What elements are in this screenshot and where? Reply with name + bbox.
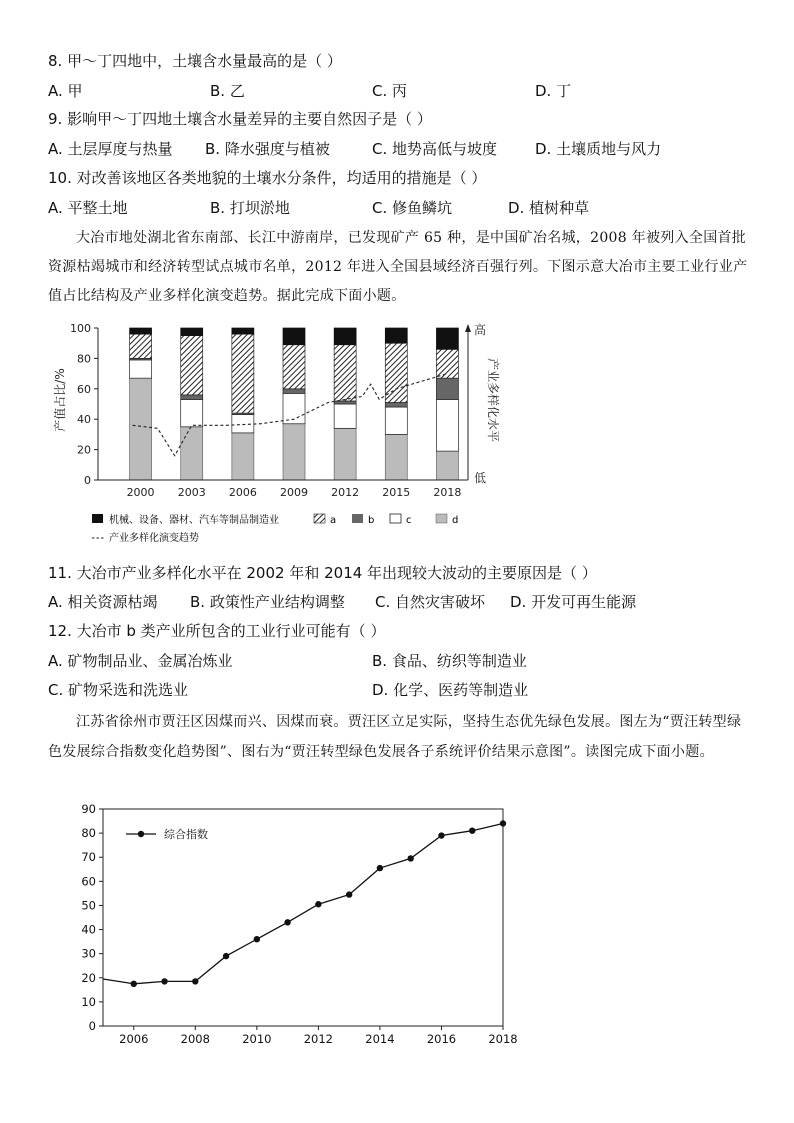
chart2-y-tick-label: 50: [81, 898, 96, 913]
chart2-legend-marker: [138, 831, 144, 837]
chart2-y-tick-label: 40: [81, 922, 96, 937]
q9-option-c[interactable]: C. 地势高低与坡度: [372, 140, 498, 158]
chart2-data-point: [131, 981, 137, 987]
bar-segment-d: [436, 451, 458, 480]
chart1-x-tick-label: 2003: [177, 486, 206, 499]
chart1-right-axis-label: 产业多样化水平: [486, 357, 500, 443]
chart2-y-tick-label: 60: [81, 874, 96, 889]
chart1-y-tick-label: 100: [70, 322, 91, 335]
q9-stem: 9. 影响甲～丁四地土壤含水量差异的主要自然因子是（ ）: [48, 110, 432, 128]
bar-segment-d: [130, 378, 152, 480]
legend-label-machinery: 机械、设备、器材、汽车等制品制造业: [109, 515, 279, 526]
bar-segment-c: [385, 407, 407, 434]
bar-segment-d: [334, 428, 356, 480]
chart1-right-top-label: 高: [474, 323, 487, 337]
q11-option-c[interactable]: C. 自然灾害破坏: [375, 593, 486, 611]
bar-segment-machinery: [283, 328, 305, 345]
q9-option-b[interactable]: B. 降水强度与植被: [205, 140, 330, 158]
chart2-x-tick-label: 2008: [180, 1032, 210, 1046]
bar-segment-a: [232, 334, 254, 413]
composite-index-chart: [60, 800, 530, 1050]
chart1-x-tick-label: 2009: [280, 486, 308, 499]
passage-jiawang: 江苏省徐州市贾汪区因煤而兴、因煤而衰。贾汪区立足实际，坚持生态优先绿色发展。图左为“贾汪转型绿色发展综合指数变化趋势图”、图右为“贾汪转型绿色发展各子系统评价结果示意图”。读图完成下面小题。: [48, 714, 742, 760]
bar-segment-a: [283, 345, 305, 389]
chart2-data-point: [346, 891, 352, 897]
chart2-data-point: [315, 901, 321, 907]
chart2-x-tick-label: 2018: [488, 1032, 518, 1046]
q10-option-d[interactable]: D. 植树种草: [508, 199, 590, 217]
chart1-y-tick-label: 0: [84, 474, 91, 487]
chart2-data-point: [407, 855, 413, 861]
chart2-data-point: [469, 828, 475, 834]
legend-label-a: a: [330, 515, 337, 526]
q11-option-d[interactable]: D. 开发可再生能源: [510, 593, 637, 611]
chart2-x-tick-label: 2010: [242, 1032, 272, 1046]
chart2-data-point: [161, 978, 167, 984]
chart1-right-axis-arrow: [465, 324, 471, 332]
q12-option-c[interactable]: C. 矿物采选和洗选业: [48, 681, 189, 699]
q12-stem: 12. 大冶市 b 类产业所包含的工业行业可能有（ ）: [48, 622, 386, 640]
chart2-y-tick-label: 30: [81, 946, 96, 961]
legend-swatch-a: [314, 514, 325, 523]
legend-swatch-machinery: [92, 514, 103, 523]
q12-option-b[interactable]: B. 食品、纺织等制造业: [372, 652, 527, 670]
bar-segment-b: [436, 378, 458, 399]
bar-segment-d: [232, 433, 254, 480]
q10-option-c[interactable]: C. 修鱼鳞坑: [372, 199, 453, 217]
q8-option-d[interactable]: D. 丁: [535, 82, 572, 100]
chart2-y-tick-label: 80: [81, 826, 96, 841]
chart2-data-point: [223, 953, 229, 959]
chart1-x-tick-label: 2000: [126, 486, 155, 499]
chart2-y-tick-label: 0: [88, 1019, 96, 1033]
q10-stem: 10. 对改善该地区各类地貌的土壤水分条件，均适用的措施是（ ）: [48, 169, 487, 187]
q10-option-a[interactable]: A. 平整土地: [48, 199, 128, 217]
bar-segment-d: [181, 427, 203, 480]
chart1-x-tick-label: 2018: [433, 486, 462, 499]
q8-option-b[interactable]: B. 乙: [210, 82, 245, 100]
bar-segment-b: [283, 389, 305, 394]
bar-segment-d: [283, 424, 305, 480]
legend-label-b: b: [368, 515, 375, 526]
bar-segment-d: [385, 434, 407, 480]
bar-segment-machinery: [181, 328, 203, 336]
chart1-x-tick-label: 2006: [228, 486, 257, 499]
bar-segment-b: [181, 395, 203, 400]
bar-segment-a: [181, 336, 203, 395]
q10-option-b[interactable]: B. 打坝淤地: [210, 199, 290, 217]
chart2-x-tick-label: 2012: [303, 1032, 334, 1046]
chart1-y-tick-label: 60: [77, 382, 91, 396]
q11-stem: 11. 大冶市产业多样化水平在 2002 年和 2014 年出现较大波动的主要原因是（ ）: [48, 564, 597, 582]
bar-segment-b: [385, 402, 407, 407]
q11-option-a[interactable]: A. 相关资源枯竭: [48, 593, 158, 611]
chart2-y-tick-label: 20: [81, 970, 96, 985]
bar-segment-c: [181, 399, 203, 426]
chart1-y-axis-label: 产值占比/%: [53, 368, 67, 432]
chart2-series-line: [103, 824, 503, 984]
legend-label-c: c: [406, 515, 412, 526]
chart1-right-bottom-label: 低: [474, 471, 487, 485]
chart2-y-tick-label: 70: [81, 850, 96, 865]
chart2-legend-label: 综合指数: [164, 828, 208, 841]
chart2-y-tick-label: 90: [81, 802, 96, 816]
bar-segment-machinery: [385, 328, 407, 343]
chart2-data-point: [254, 936, 260, 942]
q8-stem: 8. 甲～丁四地中，土壤含水量最高的是（ ）: [48, 52, 342, 70]
legend-swatch-b: [352, 514, 363, 523]
q9-option-a[interactable]: A. 土层厚度与热量: [48, 140, 173, 158]
bar-segment-b: [334, 401, 356, 404]
chart1-x-tick-label: 2012: [331, 486, 360, 499]
chart1-x-tick-label: 2015: [382, 486, 411, 499]
bar-segment-machinery: [436, 328, 458, 349]
q8-option-c[interactable]: C. 丙: [372, 82, 408, 100]
bar-segment-machinery: [334, 328, 356, 345]
chart2-data-point: [500, 820, 506, 826]
chart1-legend: [90, 509, 510, 545]
bar-segment-c: [334, 404, 356, 428]
chart2-plot-frame: [103, 809, 503, 1026]
chart2-data-point: [284, 919, 290, 925]
chart2-data-point: [438, 832, 444, 838]
legend-label-trend: 产业多样化演变趋势: [109, 533, 199, 544]
legend-swatch-c: [390, 514, 401, 523]
bar-segment-machinery: [232, 328, 254, 334]
passage-daye: 大冶市地处湖北省东南部、长江中游南岸，已发现矿产 65 种，是中国矿冶名城，2008 年被列入全国首批资源枯竭城市和经济转型试点城市名单，2012 年进入全国县域经济百强行列。下图示意大冶市主要工业行业产值占比结构及产业多样化演变趋势。据此完成下面小题。: [48, 230, 748, 304]
bar-segment-c: [436, 399, 458, 451]
chart2-x-tick-label: 2016: [426, 1032, 457, 1046]
q11-option-b[interactable]: B. 政策性产业结构调整: [190, 593, 345, 611]
chart2-data-point: [192, 978, 198, 984]
chart2-x-tick-label: 2006: [119, 1032, 149, 1046]
chart2-data-point: [377, 865, 383, 871]
chart2-y-tick-label: 10: [81, 994, 96, 1009]
legend-swatch-d: [436, 514, 447, 523]
bar-segment-a: [436, 349, 458, 378]
bar-segment-a: [334, 345, 356, 401]
legend-label-d: d: [452, 515, 459, 526]
bar-segment-a: [130, 334, 152, 358]
q8-option-a[interactable]: A. 甲: [48, 82, 83, 100]
chart2-x-tick-label: 2014: [365, 1032, 395, 1046]
chart1-y-tick-label: 20: [77, 443, 91, 457]
q12-option-d[interactable]: D. 化学、医药等制造业: [372, 681, 529, 699]
chart1-y-tick-label: 40: [77, 413, 91, 427]
q9-option-d[interactable]: D. 土壤质地与风力: [535, 140, 662, 158]
bar-segment-machinery: [130, 328, 152, 334]
q12-option-a[interactable]: A. 矿物制品业、金属冶炼业: [48, 652, 233, 670]
chart1-y-tick-label: 80: [77, 352, 91, 366]
bar-segment-c: [130, 360, 152, 378]
